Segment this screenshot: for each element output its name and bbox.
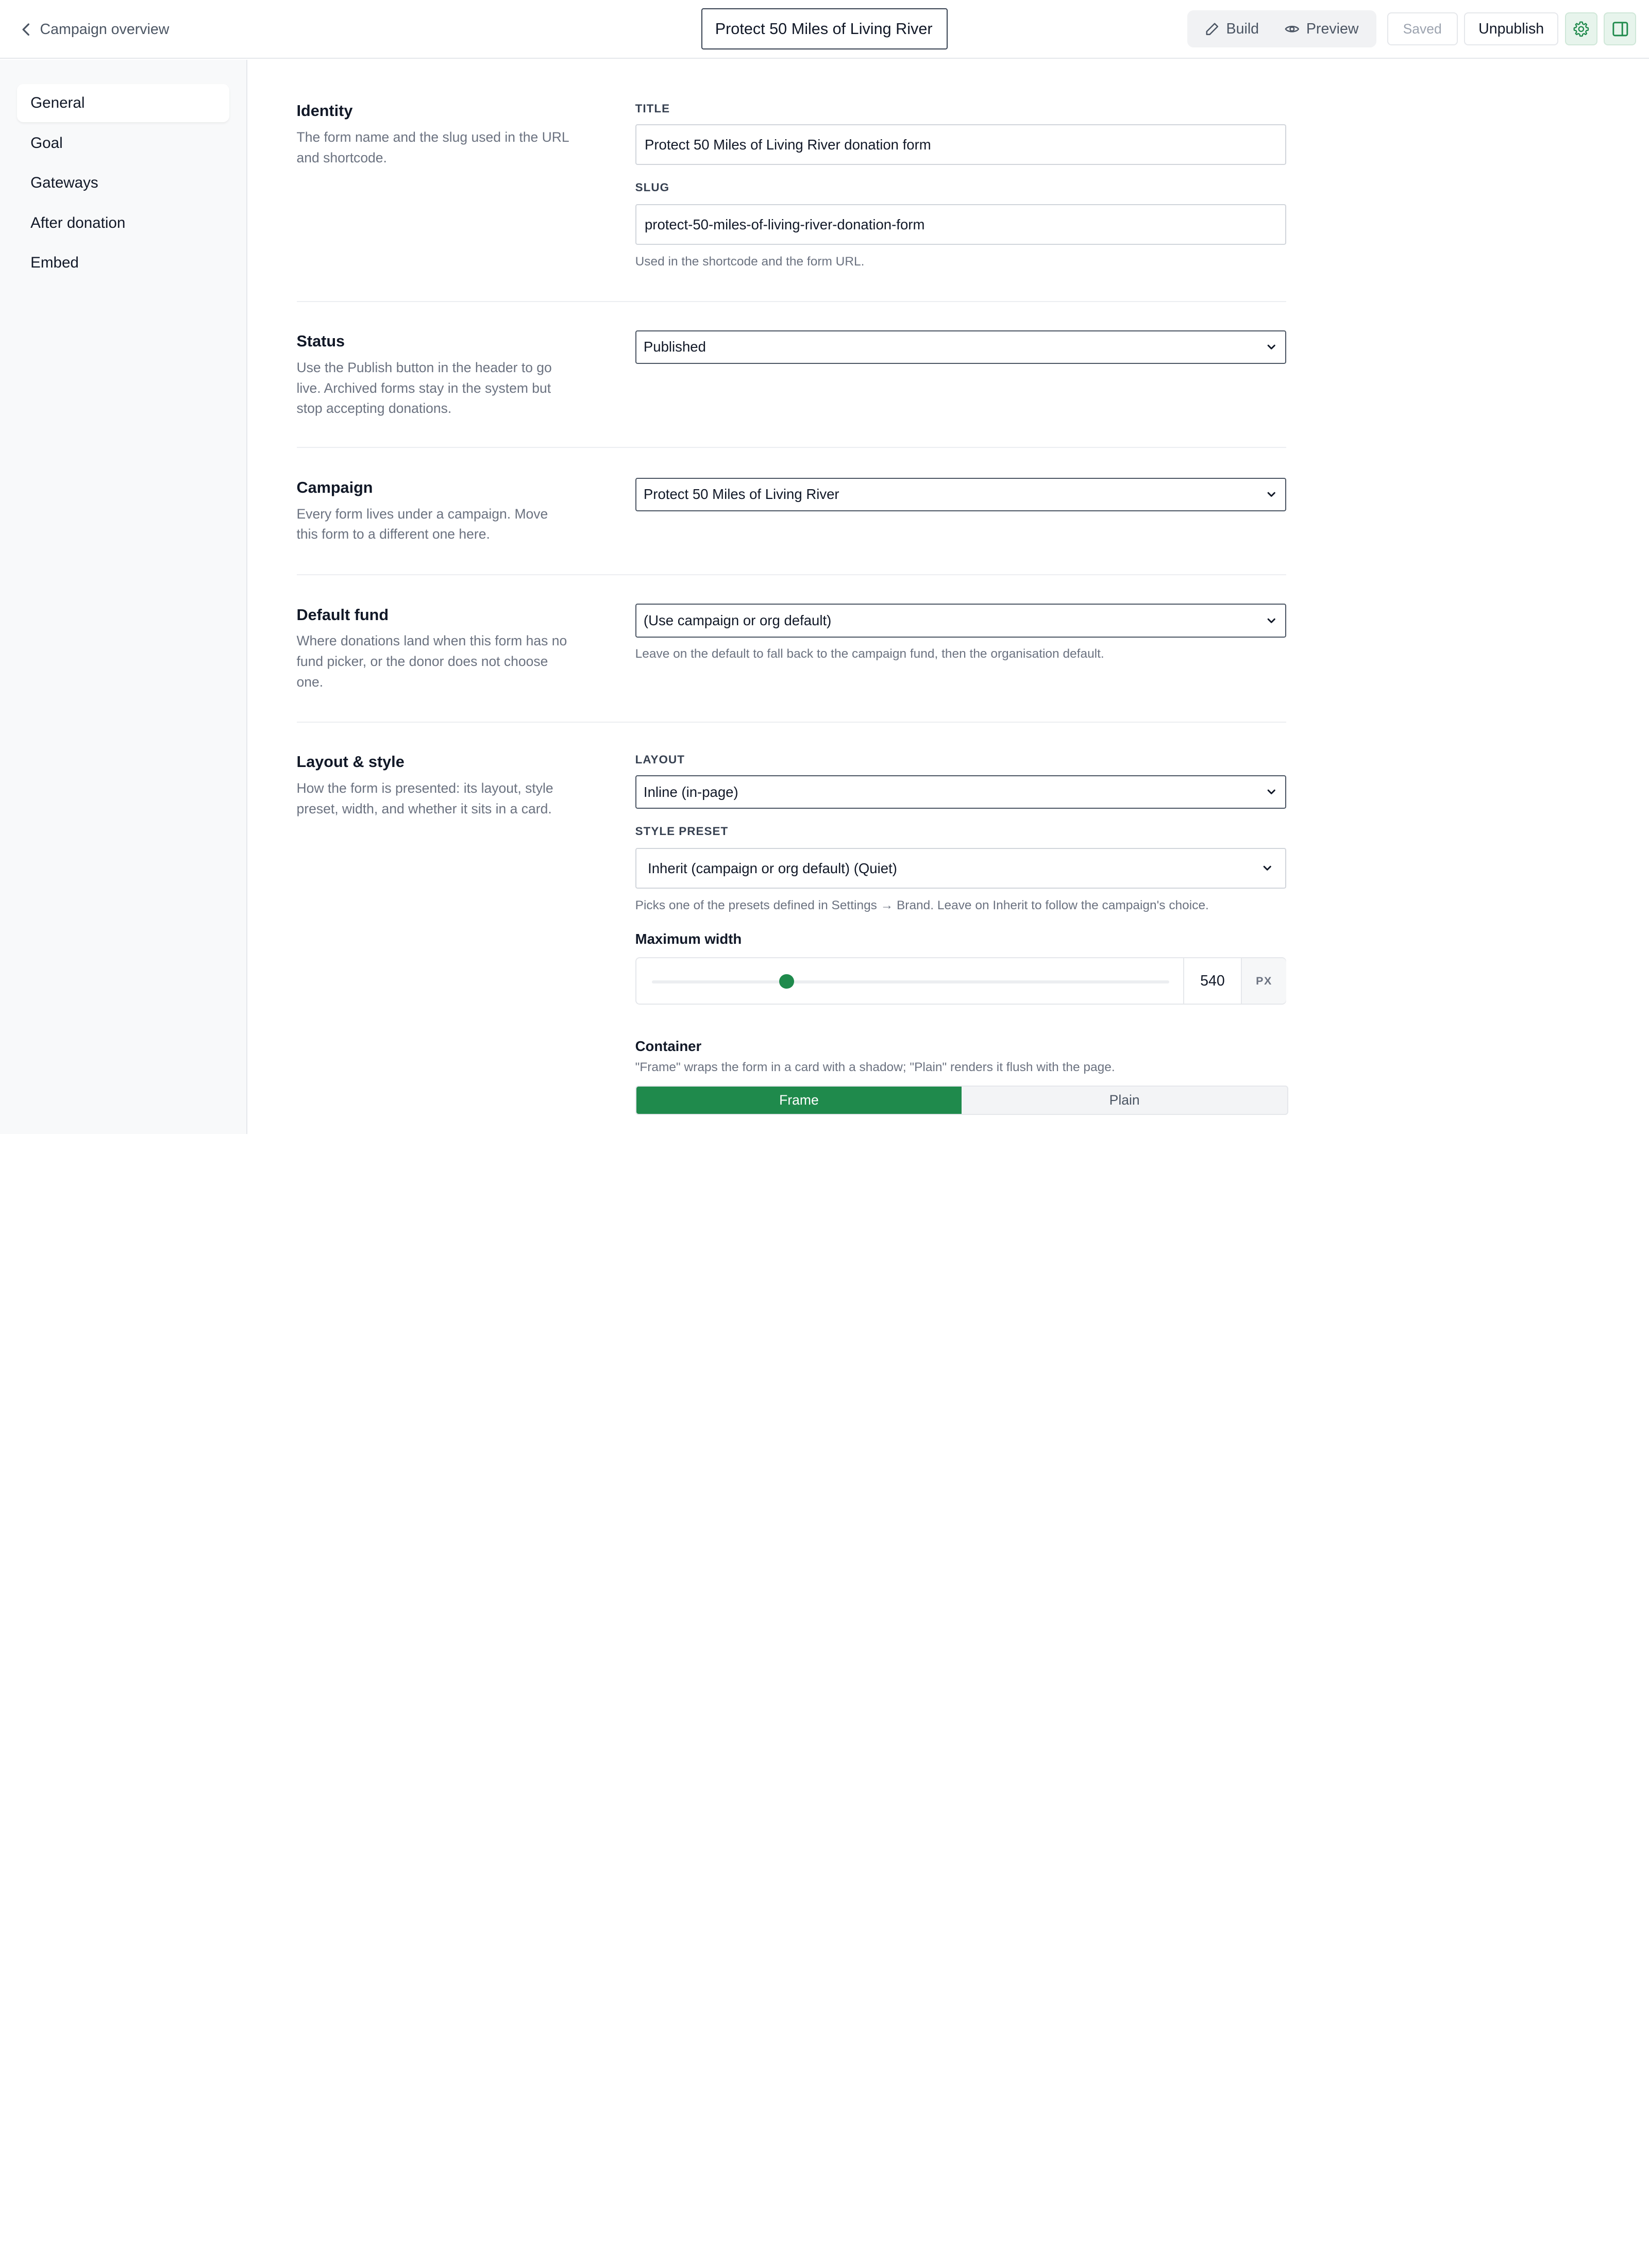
- pencil-icon: [1204, 21, 1220, 37]
- status-description: Use the Publish button in the header to go live. Archived forms stay in the system but stop accepting donations.: [296, 359, 552, 416]
- container-toggle: [635, 1086, 1288, 1115]
- section-divider: [297, 574, 1286, 575]
- status-select-value: Published: [643, 339, 706, 355]
- default-fund-title: Default fund: [296, 606, 389, 624]
- build-label: Build: [1226, 20, 1259, 37]
- back-to-campaign-link[interactable]: [19, 18, 170, 41]
- saved-button[interactable]: Saved: [1387, 12, 1458, 45]
- toggle-panel-button[interactable]: [1604, 12, 1636, 45]
- style-preset-select-value: Inherit (campaign or org default) (Quiet): [648, 860, 897, 876]
- build-button[interactable]: [1193, 14, 1269, 44]
- identity-title: Identity: [296, 102, 353, 120]
- container-label: Container: [635, 1038, 702, 1055]
- sidebar-item-goal[interactable]: Goal: [30, 134, 63, 152]
- slug-field[interactable]: protect-50-miles-of-living-river-donation-form: [635, 204, 1286, 245]
- max-width-control: [635, 957, 1286, 1005]
- layout-select-value: Inline (in-page): [643, 783, 738, 800]
- campaign-title: Campaign: [296, 478, 373, 496]
- layout-style-description: How the form is presented: its layout, style preset, width, and whether it sits in a card.: [296, 780, 553, 816]
- max-width-unit: PX: [1242, 958, 1286, 1004]
- chevron-left-icon: [19, 22, 34, 37]
- top-header: [0, 0, 1649, 59]
- container-option-plain[interactable]: Plain: [1109, 1092, 1140, 1108]
- chevron-down-icon: [1261, 862, 1273, 874]
- campaign-select[interactable]: [635, 478, 1286, 511]
- section-divider: [297, 301, 1286, 302]
- unpublish-button[interactable]: Unpublish: [1464, 12, 1559, 45]
- form-title-input[interactable]: [701, 8, 948, 49]
- style-preset-select[interactable]: [635, 848, 1286, 889]
- slug-label: SLUG: [635, 181, 670, 194]
- sidebar-item-general[interactable]: General: [17, 84, 229, 122]
- back-link-label: Campaign overview: [40, 21, 170, 38]
- default-fund-select[interactable]: [635, 604, 1286, 637]
- section-divider: [297, 447, 1286, 448]
- sidebar-item-embed[interactable]: Embed: [30, 254, 79, 272]
- chevron-down-icon: [1265, 786, 1277, 798]
- status-select[interactable]: [635, 330, 1286, 364]
- slug-help-text: Used in the shortcode and the form URL.: [635, 254, 865, 269]
- campaign-select-value: Protect 50 Miles of Living River: [643, 486, 839, 503]
- section-divider: [297, 722, 1286, 723]
- identity-description: The form name and the slug used in the URL and shortcode.: [296, 129, 569, 165]
- layout-select[interactable]: [635, 775, 1286, 809]
- settings-button[interactable]: [1565, 12, 1597, 45]
- max-width-label: Maximum width: [635, 931, 742, 947]
- settings-sidebar: [0, 60, 247, 1134]
- campaign-description: Every form lives under a campaign. Move this form to a different one here.: [296, 506, 548, 542]
- sidebar-panel-icon: [1611, 20, 1629, 38]
- preview-button[interactable]: [1274, 14, 1369, 44]
- sidebar-item-gateways[interactable]: Gateways: [30, 174, 98, 192]
- max-width-slider-track[interactable]: [652, 980, 1169, 983]
- preview-label: Preview: [1306, 20, 1359, 37]
- gear-icon: [1572, 20, 1590, 38]
- style-preset-label: STYLE PRESET: [635, 824, 729, 838]
- container-help-text: "Frame" wraps the form in a card with a shadow; "Plain" renders it flush with the page.: [635, 1060, 1115, 1075]
- title-label: TITLE: [635, 102, 670, 115]
- title-field[interactable]: Protect 50 Miles of Living River donation form: [635, 124, 1286, 165]
- eye-icon: [1284, 21, 1300, 37]
- sidebar-item-after-donation[interactable]: After donation: [30, 214, 126, 231]
- default-fund-description: Where donations land when this form has no fund picker, or the donor does not choose one.: [296, 633, 567, 690]
- layout-style-title: Layout & style: [296, 753, 405, 771]
- container-option-frame[interactable]: Frame: [636, 1087, 962, 1114]
- chevron-down-icon: [1265, 341, 1277, 353]
- default-fund-help-text: Leave on the default to fall back to the campaign fund, then the organisation default.: [635, 647, 1104, 661]
- max-width-value[interactable]: 540: [1183, 958, 1242, 1004]
- max-width-slider-thumb[interactable]: [779, 974, 794, 989]
- mode-switcher: [1187, 10, 1376, 47]
- chevron-down-icon: [1265, 614, 1277, 627]
- default-fund-select-value: (Use campaign or org default): [643, 612, 832, 629]
- chevron-down-icon: [1265, 488, 1277, 501]
- layout-label: LAYOUT: [635, 753, 685, 766]
- style-preset-help-text: Picks one of the presets defined in Settings → Brand. Leave on Inherit to follow the campaign's choice.: [635, 898, 1209, 912]
- status-title: Status: [296, 332, 345, 350]
